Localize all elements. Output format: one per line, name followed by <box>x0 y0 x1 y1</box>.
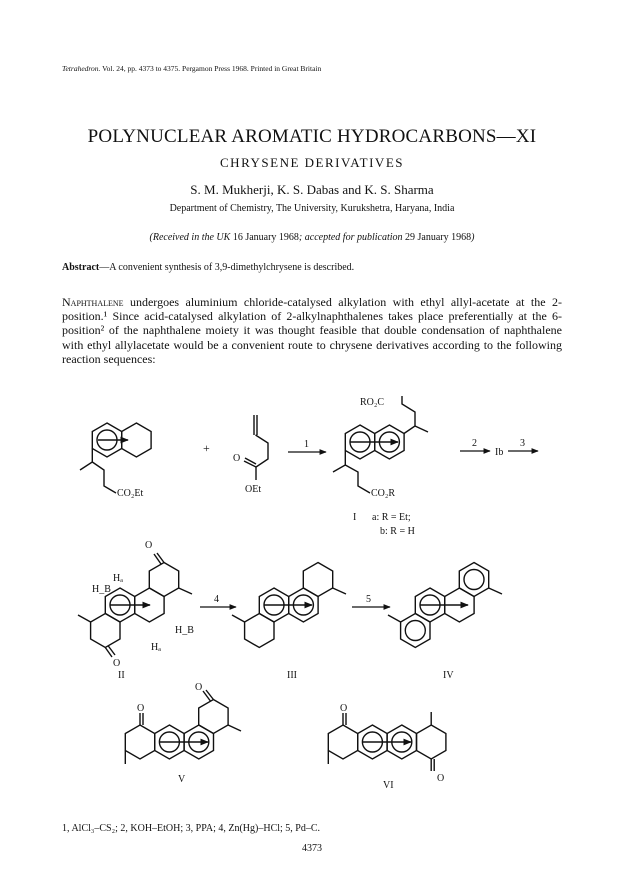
compound-I-ester-top-label: RO₂C <box>360 397 385 408</box>
affiliation: Department of Chemistry, The University, Kurukshetra, Haryana, India <box>169 203 455 214</box>
body-lead-word: Naphthalene <box>62 295 124 309</box>
received-date: 16 January 1968 <box>232 232 299 243</box>
compound-V-structure <box>125 690 241 764</box>
compound-II-label: II <box>118 670 125 681</box>
compound-I-label: I <box>353 512 357 523</box>
step-5-label: 5 <box>366 594 371 605</box>
plus-sign: + <box>203 441 210 455</box>
compound-V-label: V <box>178 774 186 785</box>
compound-IV-structure <box>388 563 502 648</box>
compound-VI-structure <box>328 712 446 771</box>
body-text: undergoes aluminium chloride-catalysed alkylation with ethyl allyl-acetate at the 2-position.¹ Since acid-catalysed alkylation of 2-alkylnaphthalenes takes place preferentially at the 6-position² of the naphthalene moiety it was thought feasible that double condensation of naphthalene with ethyl allylacetate would be a convenient route to chrysene derivatives according to the following reaction sequences: <box>62 295 562 366</box>
compound-II-hb-left: H_B <box>92 584 111 595</box>
journal-name: Tetrahedron. <box>62 64 101 73</box>
compound-V-top-oxo: O <box>195 682 203 693</box>
compound-II-ha-top: Hₐ <box>113 573 123 584</box>
step-4-label: 4 <box>214 594 219 605</box>
compound-VI-top-oxo: O <box>340 703 348 714</box>
compound-I-structure <box>333 396 428 493</box>
received-part1: (Received in the UK <box>149 232 233 243</box>
step-3-label: 3 <box>520 438 525 449</box>
intermediate-label: Ib <box>495 447 504 458</box>
compound-III-label: III <box>287 670 297 681</box>
paper-title: POLYNUCLEAR AROMATIC HYDROCARBONS—XI <box>87 126 537 147</box>
compound-IV-label: IV <box>443 670 454 681</box>
compound-VI-bottom-oxo: O <box>437 773 445 784</box>
compound-II-structure <box>78 553 192 657</box>
authors: S. M. Mukherji, K. S. Dabas and K. S. Sharma <box>190 182 434 197</box>
compound-II-hb-right: H_B <box>175 625 194 636</box>
received-part2: ; accepted for publication <box>298 232 406 243</box>
compound-Ia-label: a: R = Et; <box>372 512 411 523</box>
reagents-legend: 1, AlCl₃–CS₂; 2, KOH–EtOH; 3, PPA; 4, Zn(Hg)–HCl; 5, Pd–C. <box>62 823 321 834</box>
naphthalene-ester-structure <box>80 423 151 493</box>
step-2-label: 2 <box>472 438 477 449</box>
journal-citation: Vol. 24, pp. 4373 to 4375. Pergamon Press 1968. Printed in Great Britain <box>102 64 322 73</box>
ethoxy-label: OEt <box>245 484 262 495</box>
ester-label: CO₂Et <box>117 488 144 499</box>
ethyl-allylacetate-structure <box>244 415 268 480</box>
accepted-date: 29 January 1968 <box>405 232 472 243</box>
compound-VI-label: VI <box>383 780 394 791</box>
compound-II-bottom-oxo: O <box>113 658 121 669</box>
compound-II-ha-bottom: Hₐ <box>151 642 161 653</box>
carbonyl-oxygen-label: O <box>233 453 241 464</box>
received-part3: ) <box>471 232 475 243</box>
compound-II-top-oxo: O <box>145 540 153 551</box>
abstract-text: —A convenient synthesis of 3,9-dimethylchrysene is described. <box>99 262 355 273</box>
step-1-label: 1 <box>304 439 309 450</box>
page-number: 4373 <box>302 843 322 854</box>
compound-V-left-oxo: O <box>137 703 145 714</box>
paper-subtitle: CHRYSENE DERIVATIVES <box>220 155 404 170</box>
compound-I-ester-bottom-label: CO₂R <box>371 488 396 499</box>
abstract-label: Abstract <box>62 262 100 273</box>
compound-III-structure <box>232 563 346 648</box>
compound-Ib-label: b: R = H <box>380 526 415 537</box>
